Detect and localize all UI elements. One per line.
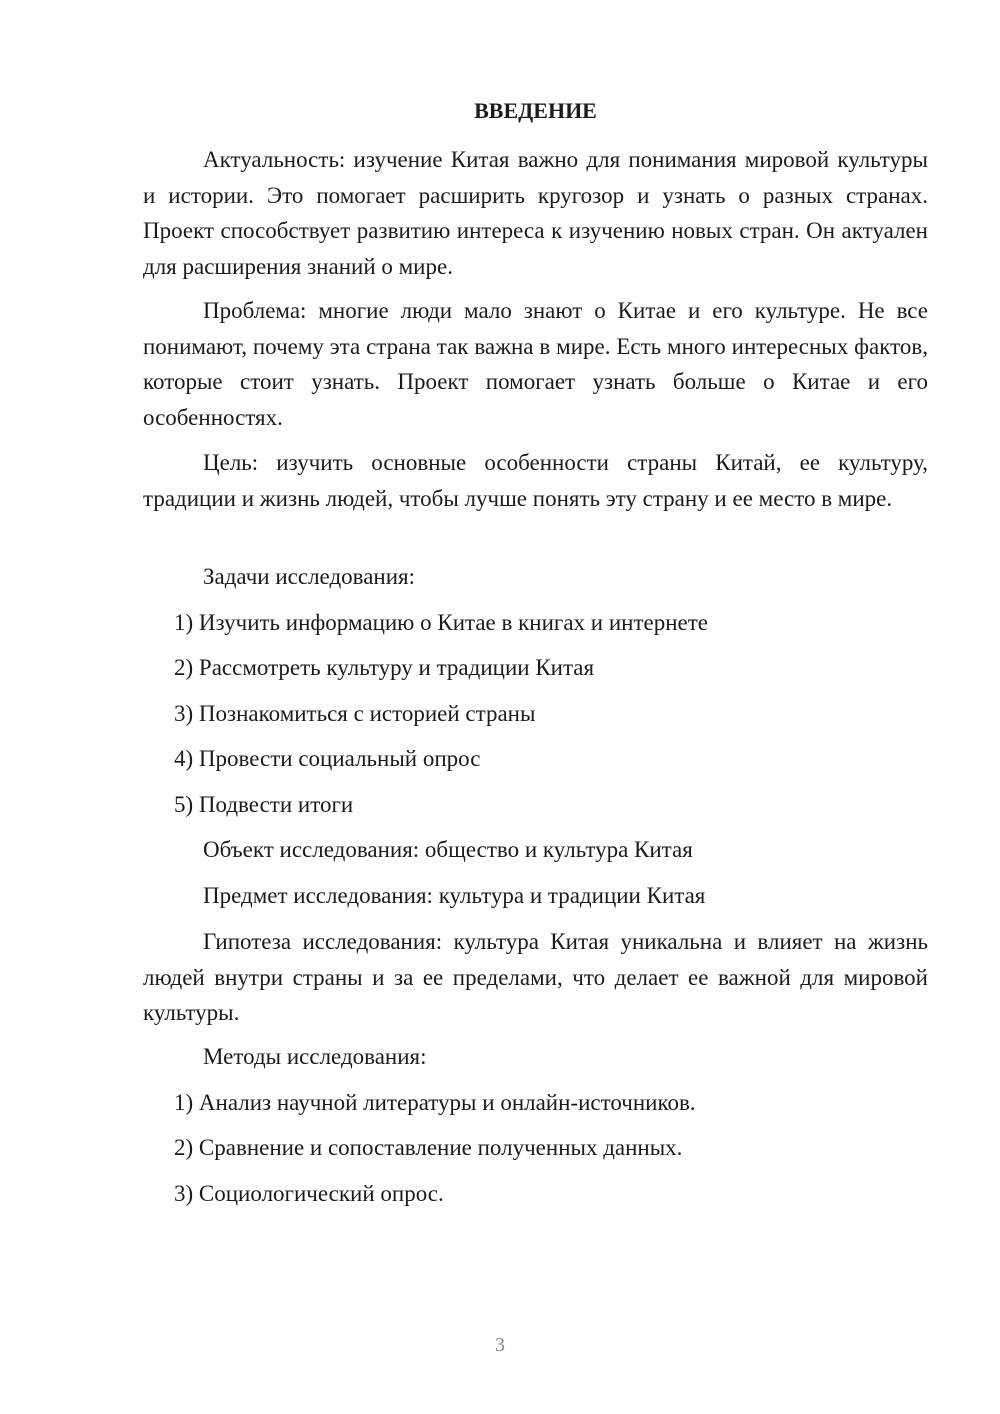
task-item: 5) Подвести итоги [174,792,354,817]
method-item: 1) Анализ научной литературы и онлайн-источников. [174,1090,696,1115]
page-title: ВВЕДЕНИЕ [474,98,597,123]
object-line: Объект исследования: общество и культура Китая [203,837,693,862]
task-item: 2) Рассмотреть культуру и традиции Китая [174,655,595,680]
subject-line: Предмет исследования: культура и традиции Китая [203,883,706,908]
task-item: 3) Познакомиться с историей страны [174,701,536,726]
methods-heading: Методы исследования: [203,1044,427,1069]
goal-paragraph: Цель: изучить основные особенности страны Китай, ее культуру, традиции и жизнь людей, чтобы лучше понять эту страну и ее место в мире. [143,450,928,511]
relevance-paragraph: Актуальность: изучение Китая важно для понимания мировой культуры и истории. Это помогает расширить кругозор и узнать о разных странах. Проект способствует развитию интереса к изучению новых стран. Он актуален для расширения знаний о мире. [143,147,928,279]
task-item: 1) Изучить информацию о Китае в книгах и интернете [174,610,709,635]
method-item: 3) Социологический опрос. [174,1181,444,1206]
method-item: 2) Сравнение и сопоставление полученных данных. [174,1135,683,1160]
tasks-heading: Задачи исследования: [203,564,416,589]
task-item: 4) Провести социальный опрос [174,746,481,771]
hypothesis-paragraph: Гипотеза исследования: культура Китая уникальна и влияет на жизнь людей внутри страны и за ее пределами, что делает ее важной для мировой культуры. [143,929,928,1025]
page-number: 3 [495,1334,505,1356]
problem-paragraph: Проблема: многие люди мало знают о Китае и его культуре. Не все понимают, почему эта страна так важна в мире. Есть много интересных фактов, которые стоит узнать. Проект помогает узнать больше о Китае и его особенностях. [143,298,928,430]
